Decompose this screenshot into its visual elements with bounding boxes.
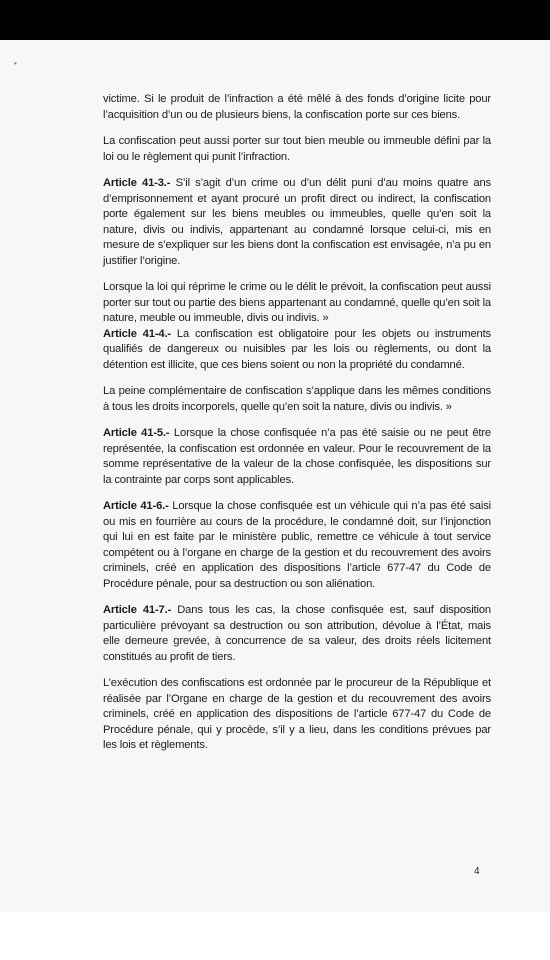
paragraph-text: victime. Si le produit de l’infraction a été mêlé à des fonds d’origine licite pour l’acquisition d’un ou de plusieurs biens, la confiscation porte sur ces biens.: [103, 93, 491, 121]
article-41-6: [103, 499, 491, 592]
paragraph-text: Lorsque la chose confisquée n’a pas été saisie ou ne peut être représentée, la confiscation est ordonnée en valeur. Pour le recouvrement de la somme représentative de la valeur de la chose confisquée, les dispositions sur la contrainte par corps sont applicables.: [103, 427, 491, 486]
paragraph-text: La confiscation peut aussi porter sur tout bien meuble ou immeuble défini par la loi ou le règlement qui punit l’infraction.: [103, 135, 491, 163]
paragraph-4: [103, 280, 491, 327]
article-41-7: [103, 603, 491, 665]
document-body: [103, 92, 491, 765]
paragraph-text: Dans tous les cas, la chose confisquée est, sauf disposition particulière prévoyant sa destruction ou son attribution, dévolue à l’État, mais elle demeure grevée, à concurrence de sa valeur, des droits réels licitement constitués au profit de tiers.: [103, 604, 491, 663]
article-heading: Article 41-7.-: [103, 604, 172, 616]
paragraph-6: [103, 384, 491, 415]
article-heading: Article 41-6.-: [103, 500, 169, 512]
article-heading: Article 41-4.-: [103, 327, 172, 340]
paragraph-text: La peine complémentaire de confiscation s’applique dans les mêmes conditions à tous les droits incorporels, quelle qu’en soit la nature, divis ou indivis. »: [103, 385, 491, 413]
top-black-bar: [0, 0, 550, 40]
paragraph-text: Lorsque la loi qui réprime le crime ou le délit le prévoit, la confiscation peut aussi porter sur tout ou partie des biens appartenant au condamné, quelle qu’en soit la nature, meuble ou immeuble, divis ou indivis. »: [103, 281, 491, 324]
page-number: 4: [474, 866, 480, 877]
paragraph-2: [103, 134, 491, 165]
paragraph-1: [103, 92, 491, 123]
paragraph-10: [103, 676, 491, 754]
paragraph-text: L’exécution des confiscations est ordonnée par le procureur de la République et réalisée par l’Organe en charge de la gestion et du recouvrement des avoirs criminels, créé en application des dispositions de l’article 677-47 du Code de Procédure pénale, qui y procède, s’il y a lieu, dans les conditions prévues par les lois et règlements.: [103, 677, 491, 751]
article-41-5: [103, 426, 491, 488]
paragraph-text: S’il s’agit d’un crime ou d’un délit puni d’au moins quatre ans d’emprisonnement et ayant procuré un profit direct ou indirect, la confiscation porte également sur les biens meubles ou immeubles, quelle qu’en soit la nature, divis ou indivis, appartenant au condamné lorsque celui-ci, mis en mesure de s’expliquer sur les biens dont la confiscation est envisagée, n’a pu en justifier l’origine.: [103, 177, 491, 267]
paragraph-text: La confiscation est obligatoire pour les objets ou instruments qualifiés de dangereux ou nuisibles par les lois ou règlements, ou dont la détention est illicite, que ces biens soient ou non la propriété du condamné.: [103, 327, 491, 371]
article-heading: Article 41-5.-: [103, 427, 170, 439]
article-heading: Article 41-3.-: [103, 177, 171, 189]
margin-mark: •: [14, 59, 17, 68]
article-41-4: [103, 327, 491, 374]
article-41-3: [103, 176, 491, 269]
paragraph-text: Lorsque la chose confisquée est un véhicule qui n’a pas été saisi ou mis en fourrière au cours de la procédure, le condamné doit, sur l’injonction qui lui en est faite par le ministère public, remettre ce véhicule à tout service compétent ou à l’organe en charge de la gestion et du recouvrement des avoirs criminels, créé en application des dispositions l’article 677-47 du Code de Procédure pénale, pour sa destruction ou son aliénation.: [103, 500, 491, 590]
bottom-white-area: [0, 912, 550, 960]
